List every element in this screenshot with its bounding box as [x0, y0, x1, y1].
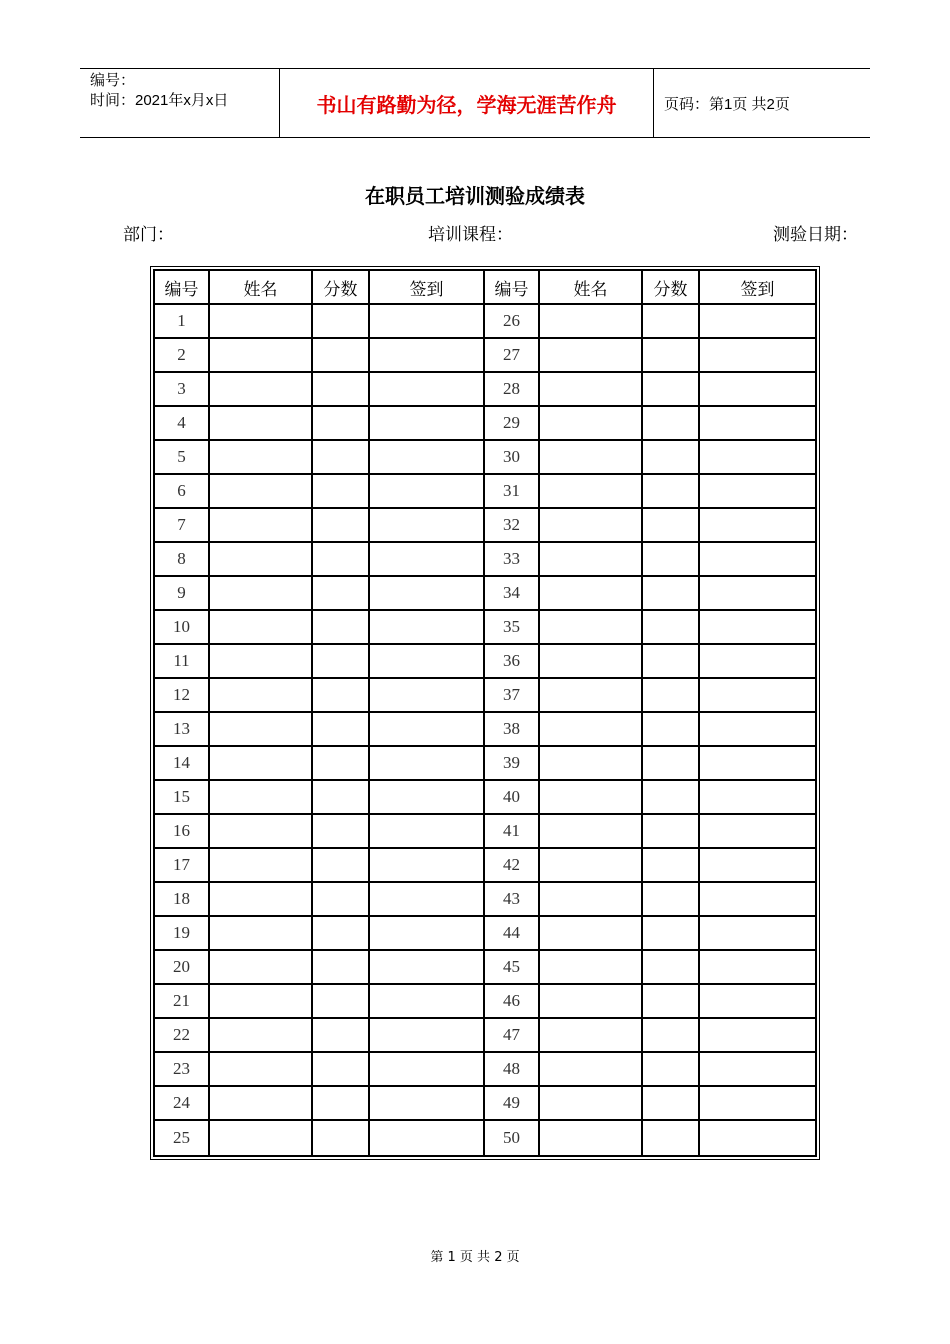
signin-cell[interactable] [370, 407, 485, 441]
score-cell[interactable] [313, 849, 370, 883]
table-row [155, 679, 815, 713]
page-footer: 第 1 页 共 2 页 [430, 1250, 520, 1265]
score-cell[interactable] [313, 781, 370, 815]
signin-cell[interactable] [700, 1019, 815, 1053]
id-cell: 4 [155, 407, 210, 441]
id-cell: 19 [155, 917, 210, 951]
id-cell: 5 [155, 441, 210, 475]
col-header-id: 编号 [155, 271, 210, 305]
id-cell: 37 [485, 679, 540, 713]
name-cell[interactable] [210, 611, 313, 645]
id-cell: 13 [155, 713, 210, 747]
table-row [155, 849, 815, 883]
signin-cell[interactable] [370, 611, 485, 645]
col-header-name: 姓名 [210, 271, 313, 305]
signin-cell[interactable] [370, 1053, 485, 1087]
signin-cell[interactable] [700, 883, 815, 917]
signin-cell[interactable] [370, 951, 485, 985]
name-cell[interactable] [210, 1053, 313, 1087]
score-cell[interactable] [643, 475, 700, 509]
signin-cell[interactable] [700, 1087, 815, 1121]
score-cell[interactable] [313, 951, 370, 985]
signin-cell[interactable] [700, 781, 815, 815]
table-row [155, 917, 815, 951]
score-cell[interactable] [313, 1019, 370, 1053]
score-cell[interactable] [313, 441, 370, 475]
signin-cell[interactable] [700, 849, 815, 883]
name-cell[interactable] [540, 509, 643, 543]
name-cell[interactable] [210, 543, 313, 577]
name-cell[interactable] [210, 475, 313, 509]
signin-cell[interactable] [370, 713, 485, 747]
name-cell[interactable] [540, 747, 643, 781]
table-row [155, 475, 815, 509]
signin-cell[interactable] [700, 985, 815, 1019]
name-cell[interactable] [210, 305, 313, 339]
signin-cell[interactable] [700, 373, 815, 407]
name-cell[interactable] [540, 611, 643, 645]
id-cell: 8 [155, 543, 210, 577]
id-cell: 2 [155, 339, 210, 373]
name-cell[interactable] [540, 951, 643, 985]
score-table-frame [150, 266, 820, 1160]
score-cell[interactable] [643, 1087, 700, 1121]
id-cell: 3 [155, 373, 210, 407]
number-label: 编号： [90, 72, 136, 89]
col-header-score: 分数 [313, 271, 370, 305]
id-cell: 34 [485, 577, 540, 611]
table-row [155, 509, 815, 543]
page-header [80, 68, 870, 138]
signin-cell[interactable] [370, 1087, 485, 1121]
name-cell[interactable] [540, 849, 643, 883]
id-cell: 45 [485, 951, 540, 985]
score-cell[interactable] [313, 815, 370, 849]
id-cell: 18 [155, 883, 210, 917]
id-cell: 36 [485, 645, 540, 679]
document-title: 在职员工培训测验成绩表 [365, 184, 585, 208]
name-cell[interactable] [540, 373, 643, 407]
score-cell[interactable] [643, 543, 700, 577]
table-row [155, 543, 815, 577]
name-cell[interactable] [210, 1121, 313, 1155]
signin-cell[interactable] [700, 1121, 815, 1155]
score-cell[interactable] [313, 543, 370, 577]
id-cell: 30 [485, 441, 540, 475]
id-cell: 35 [485, 611, 540, 645]
table-row [155, 1121, 815, 1155]
id-cell: 39 [485, 747, 540, 781]
score-cell[interactable] [643, 747, 700, 781]
signin-cell[interactable] [370, 373, 485, 407]
signin-cell[interactable] [700, 475, 815, 509]
table-row [155, 339, 815, 373]
id-cell: 1 [155, 305, 210, 339]
table-row [155, 1019, 815, 1053]
id-cell: 22 [155, 1019, 210, 1053]
col-header-name: 姓名 [540, 271, 643, 305]
table-row [155, 951, 815, 985]
name-cell[interactable] [540, 339, 643, 373]
name-cell[interactable] [210, 985, 313, 1019]
score-cell[interactable] [313, 373, 370, 407]
id-cell: 11 [155, 645, 210, 679]
score-cell[interactable] [643, 339, 700, 373]
name-cell[interactable] [540, 577, 643, 611]
id-cell: 48 [485, 1053, 540, 1087]
header-meta [80, 69, 280, 137]
score-cell[interactable] [643, 305, 700, 339]
id-cell: 42 [485, 849, 540, 883]
score-cell[interactable] [313, 1121, 370, 1155]
signin-cell[interactable] [700, 577, 815, 611]
name-cell[interactable] [210, 339, 313, 373]
name-cell[interactable] [540, 1121, 643, 1155]
table-row [155, 1087, 815, 1121]
signin-cell[interactable] [700, 339, 815, 373]
table-row [155, 713, 815, 747]
signin-cell[interactable] [370, 509, 485, 543]
name-cell[interactable] [540, 305, 643, 339]
signin-cell[interactable] [370, 441, 485, 475]
name-cell[interactable] [210, 849, 313, 883]
name-cell[interactable] [210, 577, 313, 611]
id-cell: 28 [485, 373, 540, 407]
name-cell[interactable] [540, 475, 643, 509]
name-cell[interactable] [210, 747, 313, 781]
table-row [155, 407, 815, 441]
id-cell: 10 [155, 611, 210, 645]
score-cell[interactable] [643, 951, 700, 985]
table-row [155, 441, 815, 475]
id-cell: 27 [485, 339, 540, 373]
id-cell: 17 [155, 849, 210, 883]
id-cell: 9 [155, 577, 210, 611]
signin-cell[interactable] [700, 407, 815, 441]
signin-cell[interactable] [370, 985, 485, 1019]
signin-cell[interactable] [700, 509, 815, 543]
signin-cell[interactable] [370, 849, 485, 883]
id-cell: 12 [155, 679, 210, 713]
table-header-row [155, 271, 815, 305]
id-cell: 41 [485, 815, 540, 849]
name-cell[interactable] [540, 441, 643, 475]
table-row [155, 611, 815, 645]
score-cell[interactable] [643, 849, 700, 883]
score-cell[interactable] [643, 883, 700, 917]
name-cell[interactable] [210, 1087, 313, 1121]
id-cell: 25 [155, 1121, 210, 1155]
score-table [153, 269, 817, 1157]
table-row [155, 815, 815, 849]
signin-cell[interactable] [700, 1053, 815, 1087]
signin-cell[interactable] [700, 305, 815, 339]
name-cell[interactable] [540, 1053, 643, 1087]
table-row [155, 645, 815, 679]
name-cell[interactable] [210, 407, 313, 441]
id-cell: 31 [485, 475, 540, 509]
id-cell: 26 [485, 305, 540, 339]
col-header-signin: 签到 [700, 271, 815, 305]
id-cell: 21 [155, 985, 210, 1019]
score-cell[interactable] [643, 577, 700, 611]
signin-cell[interactable] [700, 713, 815, 747]
table-row [155, 985, 815, 1019]
score-cell[interactable] [643, 1019, 700, 1053]
score-cell[interactable] [313, 1053, 370, 1087]
score-cell[interactable] [313, 883, 370, 917]
signin-cell[interactable] [370, 883, 485, 917]
signin-cell[interactable] [370, 645, 485, 679]
col-header-signin: 签到 [370, 271, 485, 305]
score-cell[interactable] [643, 1053, 700, 1087]
time-label: 时间：2021年x月x日 [90, 92, 229, 109]
score-cell[interactable] [643, 917, 700, 951]
id-cell: 6 [155, 475, 210, 509]
signin-cell[interactable] [700, 917, 815, 951]
name-cell[interactable] [210, 645, 313, 679]
signin-cell[interactable] [370, 917, 485, 951]
signin-cell[interactable] [370, 1121, 485, 1155]
score-cell[interactable] [643, 645, 700, 679]
name-cell[interactable] [210, 883, 313, 917]
name-cell[interactable] [210, 1019, 313, 1053]
id-cell: 15 [155, 781, 210, 815]
name-cell[interactable] [210, 713, 313, 747]
id-cell: 16 [155, 815, 210, 849]
date-label: 测验日期： [773, 225, 858, 245]
name-cell[interactable] [540, 543, 643, 577]
table-row [155, 883, 815, 917]
signin-cell[interactable] [700, 815, 815, 849]
score-cell[interactable] [643, 781, 700, 815]
name-cell[interactable] [210, 679, 313, 713]
signin-cell[interactable] [370, 815, 485, 849]
id-cell: 29 [485, 407, 540, 441]
name-cell[interactable] [210, 951, 313, 985]
id-cell: 44 [485, 917, 540, 951]
signin-cell[interactable] [370, 781, 485, 815]
score-cell[interactable] [313, 1087, 370, 1121]
name-cell[interactable] [210, 781, 313, 815]
id-cell: 7 [155, 509, 210, 543]
name-cell[interactable] [210, 441, 313, 475]
signin-cell[interactable] [370, 543, 485, 577]
score-cell[interactable] [313, 305, 370, 339]
signin-cell[interactable] [700, 679, 815, 713]
score-cell[interactable] [313, 577, 370, 611]
id-cell: 40 [485, 781, 540, 815]
score-cell[interactable] [643, 611, 700, 645]
name-cell[interactable] [210, 373, 313, 407]
signin-cell[interactable] [370, 339, 485, 373]
score-cell[interactable] [313, 611, 370, 645]
score-cell[interactable] [643, 373, 700, 407]
id-cell: 32 [485, 509, 540, 543]
page-info: 页码：第1页 共2页 [664, 95, 790, 113]
name-cell[interactable] [540, 883, 643, 917]
id-cell: 23 [155, 1053, 210, 1087]
name-cell[interactable] [540, 1087, 643, 1121]
name-cell[interactable] [210, 815, 313, 849]
name-cell[interactable] [540, 645, 643, 679]
table-row [155, 305, 815, 339]
score-cell[interactable] [643, 407, 700, 441]
table-row [155, 1053, 815, 1087]
table-row [155, 373, 815, 407]
table-row [155, 747, 815, 781]
score-cell[interactable] [313, 747, 370, 781]
name-cell[interactable] [210, 917, 313, 951]
motto: 书山有路勤为径，学海无涯苦作舟 [280, 69, 654, 137]
col-header-score: 分数 [643, 271, 700, 305]
score-cell[interactable] [313, 917, 370, 951]
table-row [155, 781, 815, 815]
col-header-id: 编号 [485, 271, 540, 305]
score-cell[interactable] [643, 509, 700, 543]
name-cell[interactable] [540, 713, 643, 747]
name-cell[interactable] [540, 407, 643, 441]
score-cell[interactable] [313, 475, 370, 509]
score-cell[interactable] [643, 815, 700, 849]
score-cell[interactable] [643, 679, 700, 713]
name-cell[interactable] [540, 917, 643, 951]
score-cell[interactable] [643, 985, 700, 1019]
id-cell: 43 [485, 883, 540, 917]
signin-cell[interactable] [700, 645, 815, 679]
id-cell: 24 [155, 1087, 210, 1121]
name-cell[interactable] [540, 781, 643, 815]
score-cell[interactable] [313, 407, 370, 441]
score-cell[interactable] [643, 441, 700, 475]
id-cell: 49 [485, 1087, 540, 1121]
score-cell[interactable] [643, 1121, 700, 1155]
signin-cell[interactable] [700, 951, 815, 985]
name-cell[interactable] [540, 985, 643, 1019]
id-cell: 47 [485, 1019, 540, 1053]
signin-cell[interactable] [370, 679, 485, 713]
signin-cell[interactable] [700, 747, 815, 781]
id-cell: 38 [485, 713, 540, 747]
signin-cell[interactable] [700, 611, 815, 645]
score-cell[interactable] [313, 645, 370, 679]
id-cell: 33 [485, 543, 540, 577]
signin-cell[interactable] [370, 747, 485, 781]
score-cell[interactable] [313, 713, 370, 747]
department-label: 部门： [123, 225, 174, 245]
id-cell: 20 [155, 951, 210, 985]
name-cell[interactable] [540, 679, 643, 713]
signin-cell[interactable] [700, 543, 815, 577]
signin-cell[interactable] [700, 441, 815, 475]
id-cell: 46 [485, 985, 540, 1019]
id-cell: 50 [485, 1121, 540, 1155]
id-cell: 14 [155, 747, 210, 781]
table-row [155, 577, 815, 611]
score-cell[interactable] [313, 985, 370, 1019]
signin-cell[interactable] [370, 577, 485, 611]
name-cell[interactable] [540, 1019, 643, 1053]
score-cell[interactable] [313, 339, 370, 373]
signin-cell[interactable] [370, 305, 485, 339]
score-cell[interactable] [313, 509, 370, 543]
name-cell[interactable] [540, 815, 643, 849]
signin-cell[interactable] [370, 1019, 485, 1053]
course-label: 培训课程： [428, 225, 513, 245]
name-cell[interactable] [210, 509, 313, 543]
score-cell[interactable] [643, 713, 700, 747]
score-cell[interactable] [313, 679, 370, 713]
signin-cell[interactable] [370, 475, 485, 509]
